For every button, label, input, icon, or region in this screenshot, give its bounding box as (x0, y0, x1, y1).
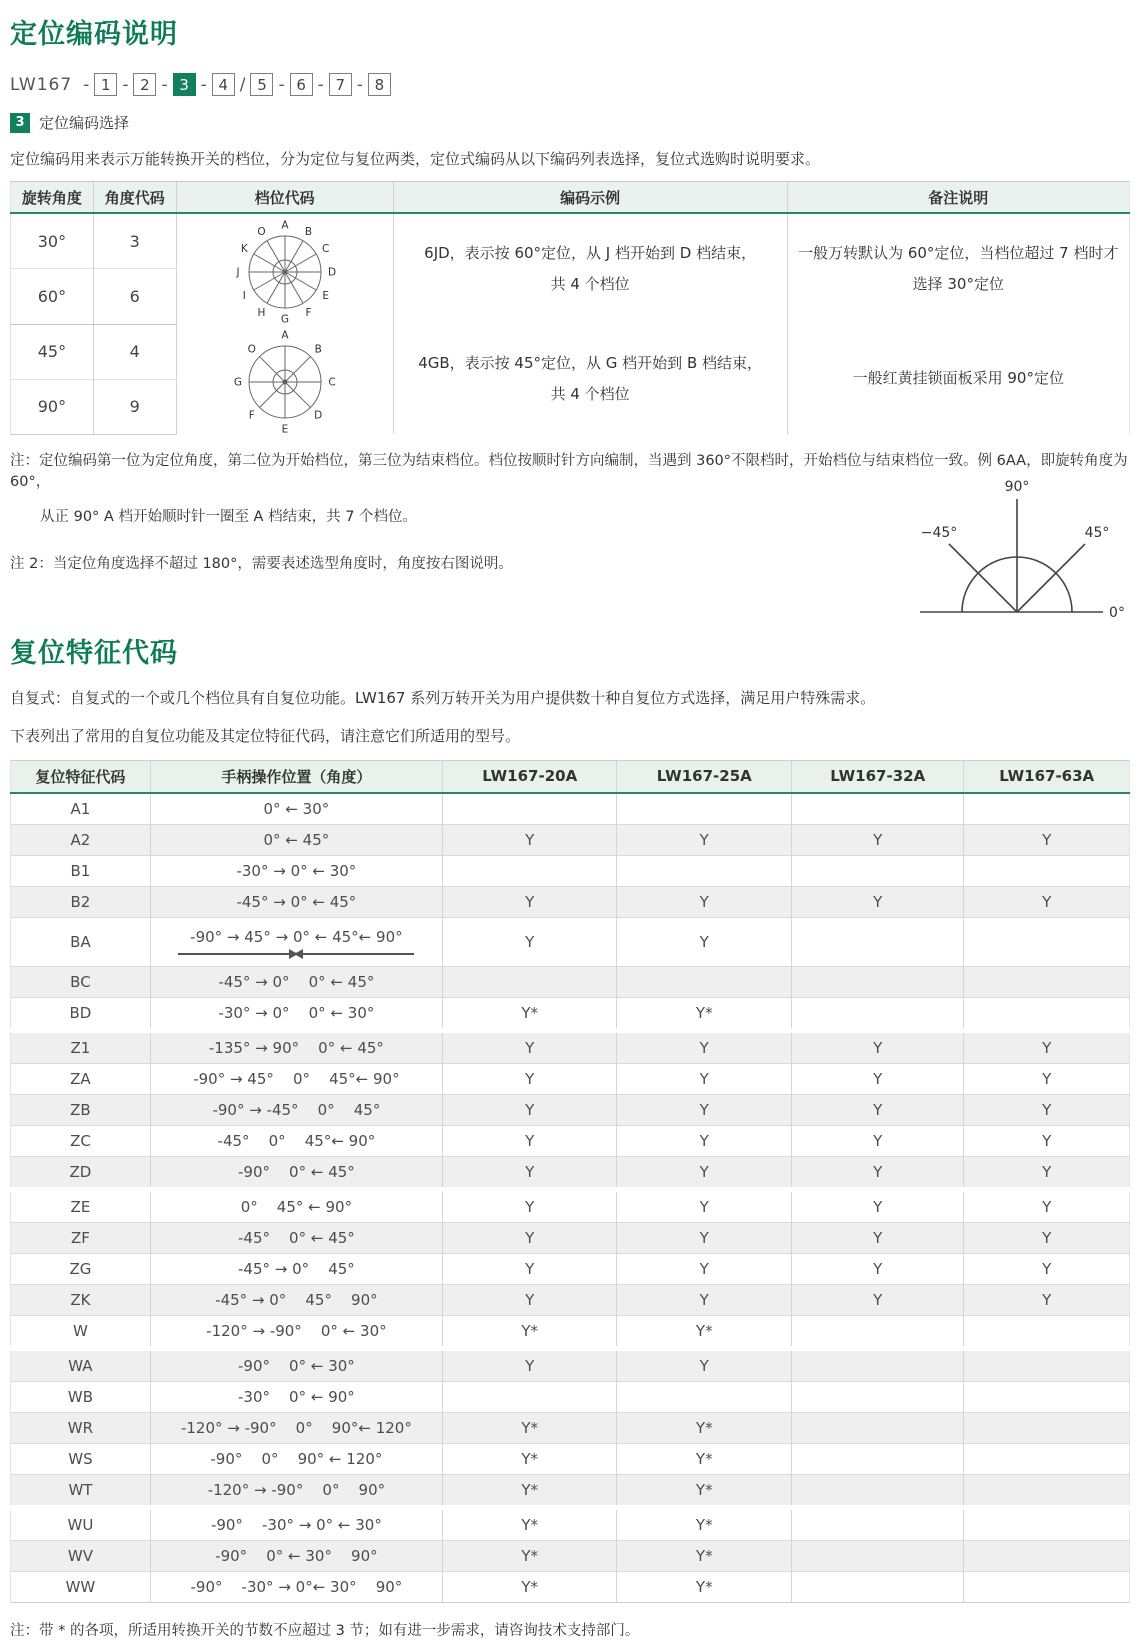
table-row-WV (11, 1540, 1130, 1571)
model-support-cell: Y* (442, 1507, 617, 1540)
angle-code-value: 6 (93, 269, 176, 325)
model-support-cell (792, 1315, 964, 1348)
model-support-cell: Y* (617, 1315, 792, 1348)
section3-label: 定位编码选择 (39, 114, 130, 132)
handle-position-cell: -30° → 0° 0° ← 30° (150, 997, 442, 1030)
code-example-cell (393, 213, 787, 324)
reset-code-cell: WW (11, 1571, 151, 1602)
handle-position-cell (150, 917, 442, 966)
handle-position-cell: -45° → 0° 45° 90° (150, 1284, 442, 1315)
model-support-cell: Y* (617, 1474, 792, 1507)
model-support-cell: Y (792, 1222, 964, 1253)
handle-position-cell: -45° 0° 45°← 90° (150, 1125, 442, 1156)
section3-number-badge: 3 (10, 113, 30, 133)
model-separator: - (161, 74, 168, 95)
svg-text:H: H (257, 307, 266, 320)
reset-code-cell: WU (11, 1507, 151, 1540)
handle-position-cell: -90° 0° ← 30° (150, 1348, 442, 1381)
svg-text:E: E (322, 290, 329, 302)
code-example-cell (393, 324, 787, 434)
model-support-cell (792, 1443, 964, 1474)
t2-body (11, 793, 1130, 1603)
example-line: 共 4 个档位 (550, 275, 630, 293)
model-support-cell (964, 917, 1130, 966)
handle-position-cell: -90° 0° ← 45° (150, 1156, 442, 1189)
svg-text:O: O (247, 343, 256, 356)
t2-header-handle-position: 手柄操作位置（角度） (150, 760, 442, 793)
model-support-cell: Y (792, 824, 964, 855)
remark-cell (787, 324, 1129, 434)
left-arrow-icon (296, 953, 414, 955)
model-support-cell: Y (617, 917, 792, 966)
remark-line: 一般万转默认为 60°定位，当档位超过 7 档时才 (798, 243, 1119, 262)
reset-code-cell: A2 (11, 824, 151, 855)
table-row (11, 324, 1130, 379)
reset-code-cell: WV (11, 1540, 151, 1571)
reset-code-cell: A1 (11, 793, 151, 825)
reset-code-cell: ZD (11, 1156, 151, 1189)
svg-text:G: G (280, 313, 289, 323)
model-support-cell: Y (964, 1156, 1130, 1189)
model-support-cell (792, 966, 964, 997)
model-support-cell (442, 855, 617, 886)
model-support-cell (792, 1571, 964, 1602)
model-support-cell (964, 1412, 1130, 1443)
model-support-cell: Y (964, 1284, 1130, 1315)
model-support-cell: Y (792, 1125, 964, 1156)
model-support-cell: Y (617, 1253, 792, 1284)
handle-position-cell: -45° → 0° 0° ← 45° (150, 966, 442, 997)
section3-marker-line (10, 112, 1130, 133)
note2: 注 2：当定位角度选择不超过 180°，需要表述选型角度时，角度按右图说明。 (10, 555, 513, 572)
rotation-angle-value: 45° (11, 324, 94, 379)
table-row-WR (11, 1412, 1130, 1443)
t1-header-code-example: 编码示例 (393, 182, 787, 214)
model-support-cell (964, 966, 1130, 997)
reset-code-cell: WB (11, 1381, 151, 1412)
t1-header-remark: 备注说明 (787, 182, 1129, 214)
model-support-cell: Y (442, 1253, 617, 1284)
model-support-cell (792, 1540, 964, 1571)
model-support-cell: Y (617, 1284, 792, 1315)
model-support-cell: Y (964, 886, 1130, 917)
reset-code-cell: ZB (11, 1094, 151, 1125)
table-row-ZK (11, 1284, 1130, 1315)
angle-label-45: 45° (1084, 524, 1110, 541)
model-support-cell (442, 966, 617, 997)
model-support-cell: Y (617, 1125, 792, 1156)
table-row-WW (11, 1571, 1130, 1602)
handle-position-cell: -30° 0° ← 90° (150, 1381, 442, 1412)
model-support-cell: Y (964, 1063, 1130, 1094)
svg-text:C: C (327, 376, 336, 389)
reset-code-cell: BC (11, 966, 151, 997)
t2-header-lw167-32a: LW167-32A (792, 760, 964, 793)
model-support-cell (964, 1571, 1130, 1602)
model-support-cell (792, 997, 964, 1030)
svg-text:E: E (281, 423, 288, 433)
model-support-cell: Y* (617, 1507, 792, 1540)
reset-code-cell: WS (11, 1443, 151, 1474)
handle-position-cell: -120° → -90° 0° ← 30° (150, 1315, 442, 1348)
model-support-cell: Y (617, 1063, 792, 1094)
table-row-BA (11, 917, 1130, 966)
model-support-cell: Y* (442, 1412, 617, 1443)
model-support-cell (964, 1381, 1130, 1412)
example-line: 6JD，表示按 60°定位，从 J 档开始到 D 档结束， (424, 243, 757, 262)
reset-code-cell: BD (11, 997, 151, 1030)
t1-header-rotation-angle: 旋转角度 (11, 182, 94, 214)
gear-dial-8 (176, 324, 393, 434)
model-support-cell: Y (964, 1222, 1130, 1253)
example-line: 4GB，表示按 45°定位，从 G 档开始到 B 档结束， (418, 353, 763, 372)
model-support-cell: Y (964, 1094, 1130, 1125)
handle-position-cell: -90° → 45° 0° 45°← 90° (150, 1063, 442, 1094)
model-support-cell (792, 1381, 964, 1412)
svg-text:C: C (321, 243, 330, 255)
page-title: 定位编码说明 (10, 19, 178, 50)
reset-code-cell: ZF (11, 1222, 151, 1253)
remark-line: 选择 30°定位 (912, 275, 1004, 293)
notes-section (10, 449, 1130, 621)
model-support-cell: Y (442, 1156, 617, 1189)
model-support-cell: Y* (617, 1571, 792, 1602)
svg-text:B: B (304, 225, 312, 238)
model-support-cell: Y (617, 1222, 792, 1253)
reset-code-cell: B1 (11, 855, 151, 886)
model-support-cell: Y* (617, 1540, 792, 1571)
handle-position-cell: -45° → 0° ← 45° (150, 886, 442, 917)
t2-header-lw167-20a: LW167-20A (442, 760, 617, 793)
handle-position-cell: -135° → 90° 0° ← 45° (150, 1030, 442, 1063)
model-separator: - (200, 74, 207, 95)
handle-position-cell: -30° → 0° ← 30° (150, 855, 442, 886)
table-row (11, 213, 1130, 269)
model-support-cell (964, 1348, 1130, 1381)
reset-code-cell: WA (11, 1348, 151, 1381)
right-arrow-icon (178, 953, 296, 955)
reset-feature-table (10, 760, 1130, 1603)
handle-position-cell: -120° → -90° 0° 90° (150, 1474, 442, 1507)
rotation-angle-value: 30° (11, 213, 94, 269)
angle-label-0: 0° (1109, 604, 1125, 621)
model-support-cell: Y (442, 1284, 617, 1315)
angle-code-value: 3 (93, 213, 176, 269)
direction-arrows (172, 949, 420, 951)
model-separator: / (239, 74, 246, 95)
model-box-4: 4 (212, 73, 235, 96)
svg-text:F: F (248, 409, 255, 422)
table-row-WB (11, 1381, 1130, 1412)
model-support-cell: Y (964, 1030, 1130, 1063)
model-support-cell (442, 793, 617, 825)
model-support-cell: Y (442, 1348, 617, 1381)
model-support-cell: Y (617, 1189, 792, 1222)
svg-text:D: D (313, 409, 322, 422)
model-support-cell: Y (792, 1063, 964, 1094)
intro-paragraph: 定位编码用来表示万能转换开关的档位，分为定位与复位两类，定位式编码从以下编码列表选择，复位式选购时说明要求。 (10, 150, 821, 168)
model-support-cell: Y (617, 886, 792, 917)
model-support-cell: Y (617, 1156, 792, 1189)
angle-label-minus45: −45° (920, 524, 958, 541)
angle-code-value: 4 (93, 324, 176, 379)
model-separator: - (122, 74, 129, 95)
footer-note: 注：带 * 的各项，所适用转换开关的节数不应超过 3 节；如有进一步需求，请咨询技术支持部门。 (10, 1622, 640, 1639)
reset-code-cell: ZK (11, 1284, 151, 1315)
handle-position-cell: -90° 0° 90° ← 120° (150, 1443, 442, 1474)
handle-position-cell: -45° 0° ← 45° (150, 1222, 442, 1253)
t2-header-reset-code: 复位特征代码 (11, 760, 151, 793)
model-support-cell: Y (442, 1189, 617, 1222)
handle-position-cell: -90° -30° → 0°← 30° 90° (150, 1571, 442, 1602)
angle-label-90: 90° (1004, 478, 1030, 495)
handle-position-cell: 0° 45° ← 90° (150, 1189, 442, 1222)
model-support-cell (792, 1348, 964, 1381)
model-separator: - (356, 74, 363, 95)
svg-text:F: F (305, 307, 312, 320)
table-row-Z1 (11, 1030, 1130, 1063)
table-row-W (11, 1315, 1130, 1348)
model-support-cell: Y (964, 1125, 1130, 1156)
model-box-5: 5 (250, 73, 273, 96)
model-support-cell: Y (617, 824, 792, 855)
table-row-A1 (11, 793, 1130, 825)
model-support-cell: Y* (442, 997, 617, 1030)
model-support-cell: Y (792, 1253, 964, 1284)
svg-text:D: D (327, 266, 336, 279)
model-support-cell (792, 1474, 964, 1507)
model-support-cell: Y* (442, 1540, 617, 1571)
svg-text:A: A (281, 329, 289, 342)
model-support-cell (617, 966, 792, 997)
model-support-cell: Y (792, 1284, 964, 1315)
model-support-cell: Y (442, 1222, 617, 1253)
model-support-cell: Y* (617, 1412, 792, 1443)
svg-text:A: A (281, 219, 289, 232)
model-prefix: LW167 (10, 74, 73, 95)
t1-header-row (11, 182, 1130, 214)
position-with-arrows (172, 928, 420, 951)
model-support-cell: Y (964, 824, 1130, 855)
angle-code-value: 9 (93, 379, 176, 434)
model-support-cell: Y (442, 1094, 617, 1125)
reset-code-cell: ZG (11, 1253, 151, 1284)
section2-paragraph-2: 下表列出了常用的自复位功能及其定位特征代码，请注意它们所适用的型号。 (10, 726, 521, 745)
model-separator: - (317, 74, 324, 95)
model-support-cell: Y (442, 886, 617, 917)
table-row-BC (11, 966, 1130, 997)
model-support-cell: Y* (617, 997, 792, 1030)
table-row-ZA (11, 1063, 1130, 1094)
svg-text:K: K (240, 243, 248, 255)
reset-code-cell: WT (11, 1474, 151, 1507)
table-row-WA (11, 1348, 1130, 1381)
model-code-boxes (78, 73, 391, 96)
model-support-cell: Y (792, 886, 964, 917)
model-box-6: 6 (290, 73, 313, 96)
table-row-ZE (11, 1189, 1130, 1222)
model-support-cell (792, 1412, 964, 1443)
model-box-3: 3 (173, 73, 196, 96)
note1-line1: 注：定位编码第一位为定位角度，第二位为开始档位，第三位为结束档位。档位按顺时针方向编制，当遇到 360°不限档时，开始档位与结束档位一致。例 6AA，即旋转角度为 60°， (10, 452, 1128, 490)
model-support-cell: Y* (442, 1315, 617, 1348)
svg-text:O: O (256, 225, 266, 238)
t2-header-row (11, 760, 1130, 793)
reset-code-cell: WR (11, 1412, 151, 1443)
gear-dial-12 (176, 213, 393, 324)
model-support-cell: Y* (442, 1474, 617, 1507)
handle-position-cell: -90° → -45° 0° 45° (150, 1094, 442, 1125)
model-separator: - (83, 74, 90, 95)
handle-position-cell: -120° → -90° 0° 90°← 120° (150, 1412, 442, 1443)
model-support-cell (617, 793, 792, 825)
model-support-cell: Y (617, 1094, 792, 1125)
model-support-cell: Y* (442, 1571, 617, 1602)
model-support-cell (964, 1474, 1130, 1507)
model-support-cell: Y (617, 1030, 792, 1063)
model-box-2: 2 (133, 73, 156, 96)
model-support-cell: Y (792, 1156, 964, 1189)
positioning-code-table (10, 181, 1130, 435)
t1-header-angle-code: 角度代码 (93, 182, 176, 214)
remark-line: 一般红黄挂锁面板采用 90°定位 (852, 369, 1064, 388)
example-line: 共 4 个档位 (550, 385, 630, 403)
handle-position-cell: -90° -30° → 0° ← 30° (150, 1507, 442, 1540)
model-support-cell (617, 1381, 792, 1412)
model-support-cell: Y (442, 1063, 617, 1094)
model-support-cell: Y* (442, 1443, 617, 1474)
model-support-cell: Y (442, 1125, 617, 1156)
rotation-angle-value: 90° (11, 379, 94, 434)
reset-code-cell: ZC (11, 1125, 151, 1156)
svg-text:J: J (236, 266, 240, 279)
reset-code-cell: B2 (11, 886, 151, 917)
model-support-cell (964, 1540, 1130, 1571)
svg-text:B: B (314, 343, 322, 356)
table-row-WT (11, 1474, 1130, 1507)
position-text: -90° → 45° → 0° ← 45°← 90° (190, 928, 403, 946)
table-row-ZC (11, 1125, 1130, 1156)
note1-line2: 从正 90° A 档开始顺时针一圈至 A 档结束，共 7 个档位。 (40, 508, 418, 525)
model-support-cell: Y (442, 1030, 617, 1063)
model-support-cell: Y (792, 1189, 964, 1222)
model-support-cell (964, 855, 1130, 886)
table-row-WS (11, 1443, 1130, 1474)
model-support-cell (442, 1381, 617, 1412)
model-support-cell (964, 1443, 1130, 1474)
reset-code-cell: ZE (11, 1189, 151, 1222)
table-row-B1 (11, 855, 1130, 886)
rotation-angle-value: 60° (11, 269, 94, 325)
angle-reference-diagram (915, 477, 1130, 627)
handle-position-cell: -45° → 0° 45° (150, 1253, 442, 1284)
model-support-cell: Y (792, 1094, 964, 1125)
t2-header-lw167-25a: LW167-25A (617, 760, 792, 793)
model-support-cell (617, 855, 792, 886)
remark-cell (787, 213, 1129, 324)
section2-paragraph-1: 自复式：自复式的一个或几个档位具有自复位功能。LW167 系列万转开关为用户提供数十种自复位方式选择，满足用户特殊需求。 (10, 688, 876, 707)
table-row-ZG (11, 1253, 1130, 1284)
svg-text:I: I (242, 290, 246, 302)
handle-position-cell: 0° ← 45° (150, 824, 442, 855)
model-support-cell (964, 997, 1130, 1030)
table-row-ZD (11, 1156, 1130, 1189)
model-support-cell: Y (964, 1253, 1130, 1284)
reset-code-cell: ZA (11, 1063, 151, 1094)
reset-code-cell: Z1 (11, 1030, 151, 1063)
model-box-7: 7 (329, 73, 352, 96)
model-support-cell: Y (442, 824, 617, 855)
model-support-cell (964, 793, 1130, 825)
model-box-8: 8 (368, 73, 391, 96)
svg-text:G: G (233, 376, 242, 389)
model-separator: - (278, 74, 285, 95)
table-row-B2 (11, 886, 1130, 917)
model-support-cell (792, 793, 964, 825)
model-support-cell: Y (964, 1189, 1130, 1222)
model-support-cell: Y (442, 917, 617, 966)
t2-header-lw167-63a: LW167-63A (964, 760, 1130, 793)
reset-code-cell: W (11, 1315, 151, 1348)
table-row-A2 (11, 824, 1130, 855)
model-support-cell: Y (617, 1348, 792, 1381)
model-support-cell (792, 855, 964, 886)
table-row-BD (11, 997, 1130, 1030)
section2-title: 复位特征代码 (10, 637, 178, 669)
handle-position-cell: 0° ← 30° (150, 793, 442, 825)
model-box-1: 1 (94, 73, 117, 96)
t1-header-gear-code: 档位代码 (176, 182, 393, 214)
handle-position-cell: -90° 0° ← 30° 90° (150, 1540, 442, 1571)
model-support-cell (792, 917, 964, 966)
reset-code-cell: BA (11, 917, 151, 966)
model-code-line (10, 73, 1130, 96)
table-row-ZB (11, 1094, 1130, 1125)
model-support-cell: Y* (617, 1443, 792, 1474)
model-support-cell (964, 1315, 1130, 1348)
table-row-ZF (11, 1222, 1130, 1253)
model-support-cell: Y (792, 1030, 964, 1063)
